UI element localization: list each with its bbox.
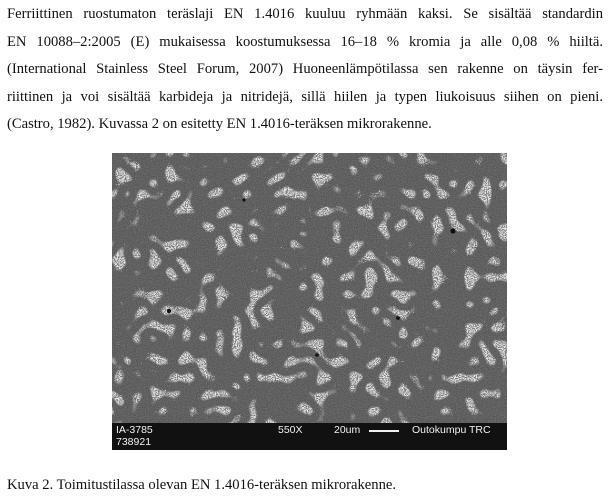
magnification: 550X [278, 424, 303, 436]
lab-name: Outokumpu TRC [412, 424, 491, 436]
image-number: 738921 [116, 436, 152, 448]
figure-caption: Kuva 2. Toimitustilassa olevan EN 1.4016-teräksen mikrorakenne. [7, 477, 396, 493]
scale-bar-line [369, 430, 399, 432]
body-paragraph [7, 1, 603, 139]
micrograph-image [112, 153, 507, 423]
paragraph-line: EN 10088–2:2005 (E) mukaisessa koostumuksessa 16–18 % kromia ja alle 0,08 % hiiltä. [7, 33, 603, 50]
micrograph-databar [112, 423, 507, 450]
scale-length: 20um [334, 424, 361, 436]
sample-id: IA-3785 [116, 424, 153, 436]
paragraph-line: (International Stainless Steel Forum, 2007) Huoneenlämpötilassa sen rakenne on täysin fer- [7, 61, 603, 78]
micrograph-figure [112, 153, 507, 450]
paragraph-line: (Castro, 1982). Kuvassa 2 on esitetty EN 1.4016-teräksen mikrorakenne. [7, 116, 432, 133]
paragraph-line: riittinen ja voi sisältää karbideja ja nitridejä, sillä hiilen ja typen liukoisuus siihen on pieni. [7, 88, 603, 105]
paragraph-line: Ferriittinen ruostumaton teräslaji EN 1.4016 kuuluu ryhmään kaksi. Se sisältää standardin [7, 6, 603, 22]
